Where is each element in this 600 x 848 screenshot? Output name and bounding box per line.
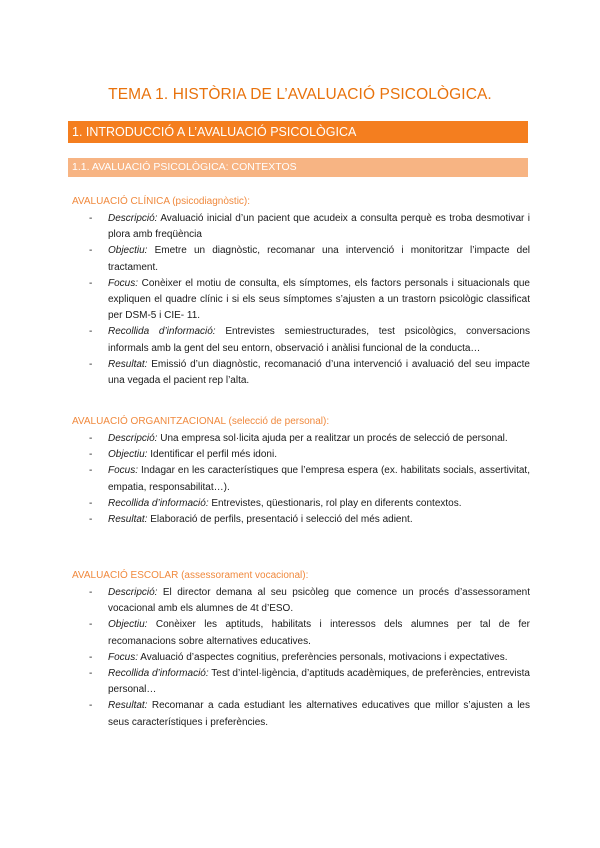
bullet-dash: -	[89, 497, 93, 509]
item-text: El director demana al seu psicòleg que comence un procés d’assessorament vocacional amb els alumnes de 4t d’ESO.	[108, 587, 530, 615]
bullet-dash: -	[89, 619, 93, 631]
item-label: Objectiu:	[108, 619, 148, 631]
item-label: Recollida d’informació:	[108, 326, 216, 338]
bullet-dash: -	[89, 700, 93, 712]
item-label: Descripció:	[108, 213, 158, 224]
list-item	[72, 650, 530, 666]
bullet-dash: -	[89, 465, 93, 477]
list-item	[72, 666, 530, 698]
bullet-dash: -	[89, 245, 93, 257]
section-title-escolar: AVALUACIÓ ESCOLAR (assessorament vocacional):	[72, 570, 309, 581]
item-text: Entrevistes, qüestionaris, rol play en diferents contextos.	[208, 497, 462, 509]
item-label: Resultat:	[108, 358, 148, 370]
list-item	[72, 585, 530, 617]
item-label: Objectiu:	[108, 449, 148, 461]
item-label: Descripció:	[108, 433, 158, 444]
item-label: Descripció:	[108, 587, 158, 598]
list-item	[72, 324, 530, 356]
item-text: Conèixer el motiu de consulta, els símptomes, els factors personals i situacionals que expliquen el quadre clínic i si els seus símptomes s’ajusten a un trastorn psicològic classificat per DSM-5 i CIE- 11.	[108, 277, 530, 322]
item-text: Emissió d’un diagnòstic, recomanació d’una intervenció i avaluació del seu impacte una vegada el pacient rep l’alta.	[108, 358, 530, 387]
bullet-dash: -	[89, 587, 93, 598]
list-item	[72, 698, 530, 730]
document-title: TEMA 1. HISTÒRIA DE L’AVALUACIÓ PSICOLÒGICA.	[108, 86, 492, 103]
item-text: Entrevistes semiestructurades, test psicològics, conversacions informals amb la gent del seu entorn, observació i anàlisi funcional de la conducta…	[108, 326, 530, 354]
item-text: Emetre un diagnòstic, recomanar una intervenció i monitoritzar l’impacte del tractament.	[108, 245, 530, 273]
bullet-dash: -	[89, 514, 93, 526]
bullet-dash: -	[89, 358, 93, 370]
list-item	[72, 496, 530, 512]
section-title-organitzacional: AVALUACIÓ ORGANITZACIONAL (selecció de personal):	[72, 416, 330, 427]
list-item	[72, 447, 530, 463]
list-item	[72, 463, 530, 495]
item-label: Focus:	[108, 465, 139, 477]
list-item	[72, 512, 530, 528]
bullet-dash: -	[89, 213, 93, 224]
list-item	[72, 276, 530, 325]
item-label: Recollida d’informació:	[108, 497, 209, 509]
item-text: Avaluació d’aspectes cognitius, preferències personals, motivacions i expectatives.	[138, 651, 508, 663]
list-item	[72, 211, 530, 243]
bullet-dash: -	[89, 326, 93, 338]
item-text: Conèixer les aptituds, habilitats i interessos dels alumnes per tal de fer recomanacions sobre alternatives educatives.	[108, 619, 530, 647]
subsection-heading: 1.1. AVALUACIÓ PSICOLÒGICA: CONTEXTOS	[68, 158, 528, 177]
item-text: Una empresa sol·licita ajuda per a realitzar un procés de selecció de personal.	[157, 433, 508, 444]
item-label: Recollida d’informació:	[108, 668, 209, 680]
item-label: Resultat:	[108, 700, 148, 712]
bullet-dash: -	[89, 449, 93, 461]
list-escolar	[72, 585, 530, 731]
bullet-dash: -	[89, 433, 93, 444]
list-item	[72, 357, 530, 389]
item-text: Indagar en les característiques que l’empresa espera (ex. habilitats socials, assertivitat, empatia, responsabilitat…).	[108, 465, 530, 493]
item-label: Resultat:	[108, 514, 148, 526]
item-label: Objectiu:	[108, 245, 148, 257]
item-label: Focus:	[108, 277, 139, 289]
item-text: Recomanar a cada estudiant les alternatives educatives que millor s’ajusten a les seus característiques i preferències.	[108, 700, 530, 728]
bullet-dash: -	[89, 651, 93, 663]
section-title-clinica: AVALUACIÓ CLÍNICA (psicodiagnòstic):	[72, 196, 251, 207]
list-organitzacional	[72, 431, 530, 528]
item-text: Test d’intel·ligència, d’aptituds acadèmiques, de preferències, entrevista personal…	[108, 668, 530, 696]
list-item	[72, 431, 530, 447]
section-heading: 1. INTRODUCCIÓ A L’AVALUACIÓ PSICOLÒGICA	[68, 121, 528, 143]
item-text: Avaluació inicial d’un pacient que acudeix a consulta perquè es troba desmotivar i plora amb freqüència	[108, 213, 530, 241]
item-text: Identificar el perfil més idoni.	[147, 449, 277, 461]
bullet-dash: -	[89, 668, 93, 680]
item-text: Elaboració de perfils, presentació i selecció del més adient.	[147, 514, 413, 526]
bullet-dash: -	[89, 277, 93, 289]
list-item	[72, 243, 530, 275]
list-clinica	[72, 211, 530, 389]
item-label: Focus:	[108, 651, 139, 663]
list-item	[72, 617, 530, 649]
